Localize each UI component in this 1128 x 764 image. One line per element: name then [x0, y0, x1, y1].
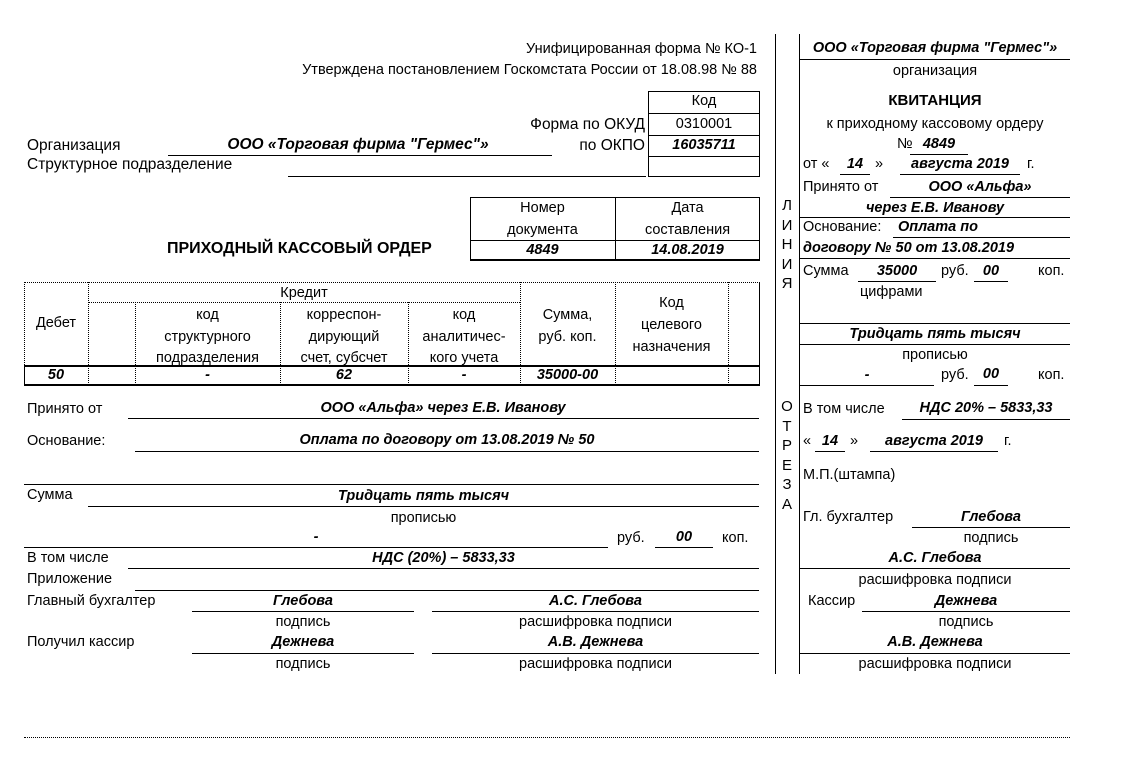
receipt-basis-label: Основание:: [803, 219, 882, 235]
receipt-kop-label: коп.: [1038, 263, 1065, 279]
org-value: ООО «Торговая фирма "Гермес"»: [227, 136, 489, 153]
receipt-digits-caption: цифрами: [860, 284, 923, 300]
doc-date: 14.08.2019: [651, 242, 724, 258]
receipt-chief-name: А.С. Глебова: [888, 550, 982, 566]
date-header-1: Дата: [671, 200, 704, 216]
cashier-label: Получил кассир: [27, 634, 135, 650]
row-sum: 35000-00: [536, 367, 599, 383]
in-words-caption: прописью: [390, 510, 457, 526]
sum-dash: -: [313, 529, 319, 545]
kop-value: 00: [675, 529, 693, 545]
attachment-label: Приложение: [27, 571, 113, 587]
analytic-code-header: код аналитичес- кого учета: [422, 307, 506, 366]
okud-value: 0310001: [675, 116, 733, 132]
receipt-date-day: 14: [821, 433, 839, 449]
receipt-date-close: »: [850, 433, 859, 449]
received-from-value: ООО «Альфа» через Е.В. Иванову: [320, 400, 566, 416]
receipt-cashier-label: Кассир: [808, 593, 856, 609]
okpo-label: по ОКПО: [579, 137, 645, 154]
receipt-including-value: НДС 20% – 5833,33: [919, 400, 1053, 416]
docnum-header-1: Номер: [520, 200, 565, 216]
receipt-basis-value-1: Оплата по: [898, 219, 978, 235]
receipt-org-caption: организация: [892, 63, 978, 79]
sum-words: Тридцать пять тысяч: [337, 488, 510, 504]
receipt-chief-sign: Глебова: [961, 509, 1021, 525]
cashier-decode-caption: расшифровка подписи: [519, 656, 672, 672]
receipt-num-label: №: [897, 136, 913, 152]
receipt-kop-value: 00: [982, 263, 1000, 279]
org-label: Организация: [27, 137, 121, 154]
chief-name: А.С. Глебова: [549, 593, 642, 609]
receipt-chief-sign-caption: подпись: [963, 530, 1019, 546]
receipt-kop-label-2: коп.: [1038, 367, 1065, 383]
receipt-cashier-name: А.В. Дежнева: [887, 634, 983, 650]
corr-account-header: корреспон- дирующий счет, субсчет: [300, 307, 388, 366]
including-label: В том числе: [27, 550, 109, 566]
sum-header: Сумма, руб. коп.: [538, 307, 597, 345]
cashier-sign-caption: подпись: [275, 656, 331, 672]
receipt-rub-label: руб.: [941, 263, 969, 279]
cashier-name: А.В. Дежнева: [547, 634, 644, 650]
receipt-basis-value-2: договору № 50 от 13.08.2019: [803, 240, 1015, 256]
receipt-year-suffix: г.: [1027, 156, 1035, 172]
chief-signature: Глебова: [273, 593, 333, 609]
receipt-words-caption: прописью: [902, 347, 968, 363]
chief-sign-caption: подпись: [275, 614, 331, 630]
docnum-header-2: документа: [507, 222, 578, 238]
row-anal: -: [461, 367, 467, 383]
receipt-sum-value: 35000: [876, 263, 918, 279]
cashier-signature: Дежнева: [271, 634, 335, 650]
struct-code-header: код структурного подразделения: [156, 307, 259, 366]
rub-label: руб.: [617, 530, 645, 546]
receipt-including-label: В том числе: [803, 401, 885, 417]
receipt-num-value: 4849: [922, 136, 956, 152]
receipt-received-label: Принято от: [803, 179, 879, 195]
receipt-day: 14: [846, 156, 864, 172]
chief-accountant-label: Главный бухгалтер: [27, 593, 156, 609]
date-header-2: составления: [644, 222, 731, 238]
receipt-date-open: «: [803, 433, 812, 449]
receipt-org-value: ООО «Торговая фирма "Гермес"»: [812, 40, 1058, 56]
row-corr: 62: [335, 367, 353, 383]
receipt-month: августа 2019: [911, 156, 1009, 172]
receipt-date-year: г.: [1004, 433, 1012, 449]
sum-label: Сумма: [27, 487, 73, 503]
row-struct: -: [205, 367, 210, 383]
subdivision-label: Структурное подразделение: [27, 156, 233, 173]
cut-line-word-liniya: Л И Н И Я: [781, 197, 793, 292]
receipt-cashier-decode-caption: расшифровка подписи: [858, 656, 1012, 672]
receipt-from-label: от «: [803, 156, 830, 172]
receipt-cashier-sign: Дежнева: [934, 593, 998, 609]
receipt-chief-decode-caption: расшифровка подписи: [858, 572, 1012, 588]
receipt-day-close: »: [875, 156, 884, 172]
basis-value: Оплата по договору от 13.08.2019 № 50: [299, 432, 595, 448]
form-name: Унифицированная форма № КО-1: [526, 41, 757, 57]
row-debit: 50: [47, 367, 65, 383]
bottom-cut-line: [24, 737, 1070, 738]
receipt-subtitle: к приходному кассовому ордеру: [826, 116, 1044, 132]
okud-label: Форма по ОКУД: [530, 116, 645, 133]
target-code-header: Код целевого назначения: [632, 295, 711, 355]
code-header: Код: [691, 93, 717, 109]
including-value: НДС (20%) – 5833,33: [372, 550, 515, 566]
approval-note: Утверждена постановлением Госкомстата России от 18.08.98 № 88: [302, 62, 757, 78]
receipt-dash: -: [864, 367, 870, 383]
receipt-title: КВИТАНЦИЯ: [888, 92, 982, 109]
received-from-label: Принято от: [27, 401, 103, 417]
cut-line-left: [775, 34, 776, 674]
receipt-stamp: М.П.(штампа): [803, 467, 896, 483]
receipt-chief-label: Гл. бухгалтер: [803, 509, 894, 525]
cut-line-word-otreza: О Т Р Е З А: [781, 398, 793, 513]
receipt-cashier-sign-caption: подпись: [938, 614, 994, 630]
credit-header: Кредит: [280, 285, 328, 301]
receipt-sum-label: Сумма: [803, 263, 849, 279]
debit-header: Дебет: [35, 315, 77, 331]
doc-number: 4849: [526, 242, 559, 258]
receipt-via-value: через Е.В. Иванову: [865, 200, 1005, 216]
kop-label: коп.: [722, 530, 749, 546]
chief-decode-caption: расшифровка подписи: [519, 614, 672, 630]
order-title: ПРИХОДНЫЙ КАССОВЫЙ ОРДЕР: [167, 240, 432, 257]
receipt-received-value: ООО «Альфа»: [928, 179, 1032, 195]
receipt-kop-value-2: 00: [982, 366, 1000, 382]
receipt-sum-words: Тридцать пять тысяч: [849, 326, 1021, 342]
receipt-rub-label-2: руб.: [941, 367, 969, 383]
okpo-value: 16035711: [672, 137, 736, 153]
receipt-date-month: августа 2019: [885, 433, 983, 449]
basis-label: Основание:: [27, 433, 106, 449]
